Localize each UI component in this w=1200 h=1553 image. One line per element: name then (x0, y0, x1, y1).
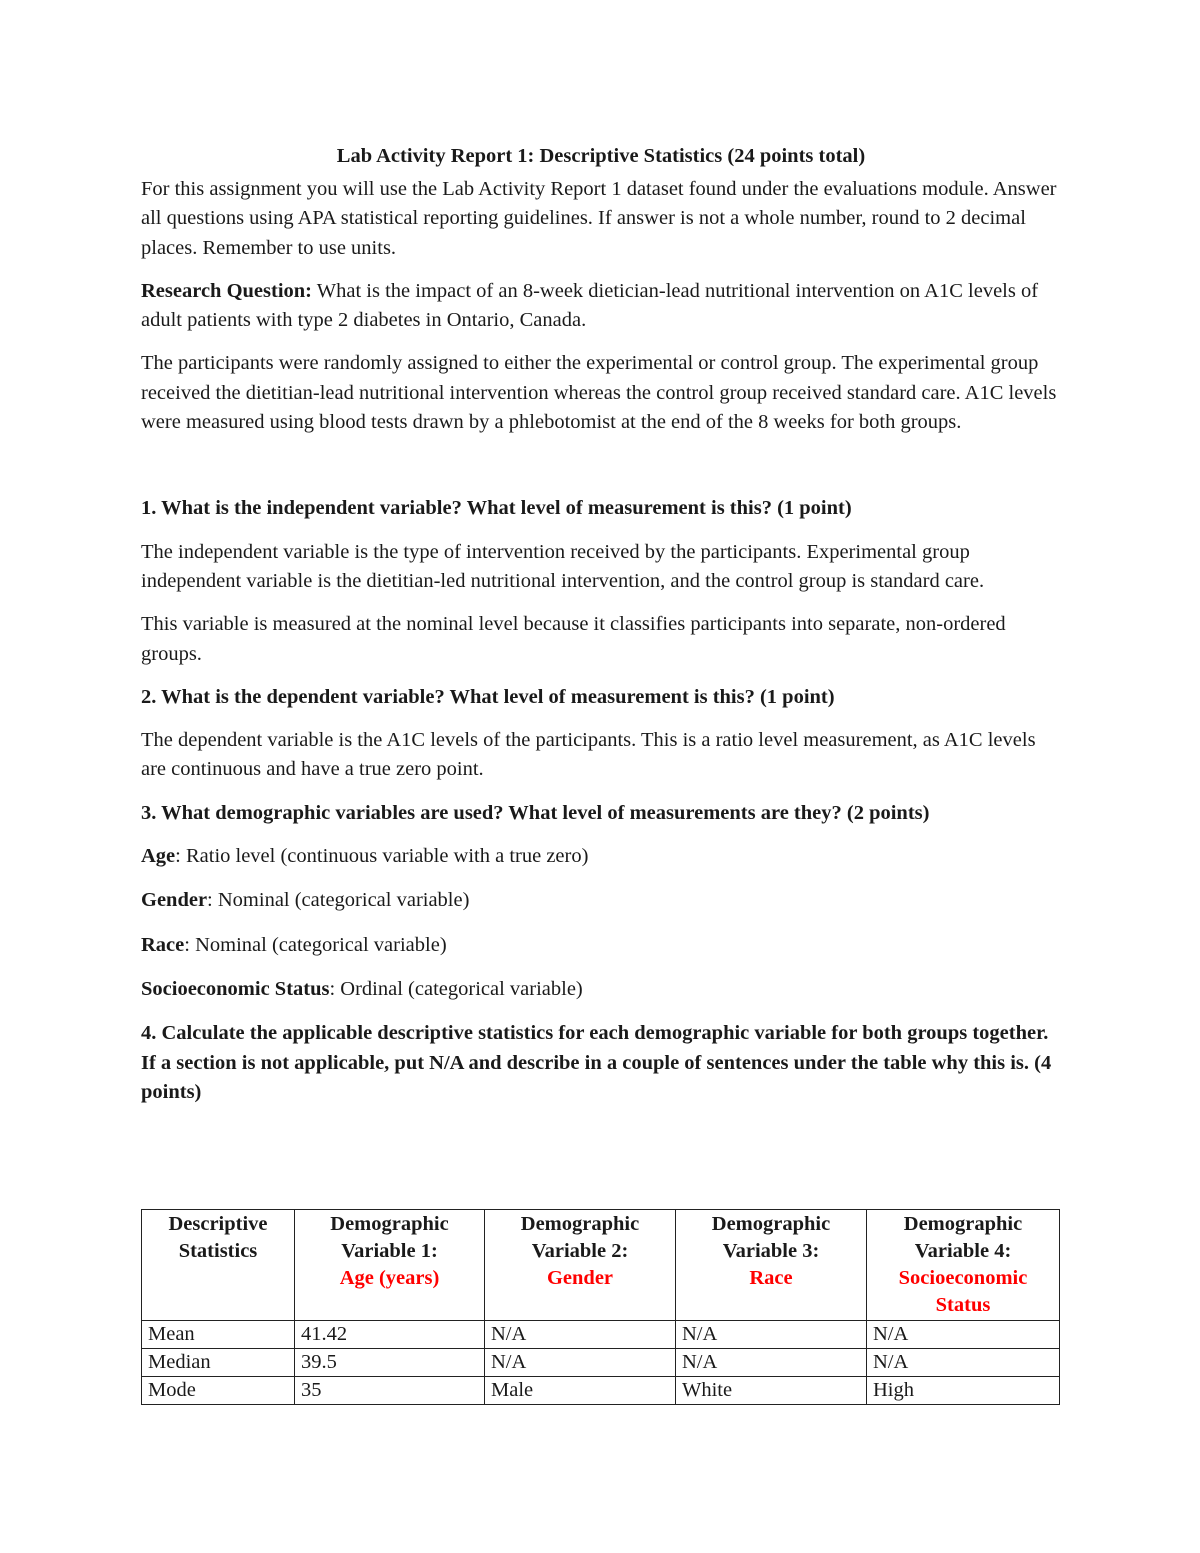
row-label-median: Median (142, 1349, 295, 1377)
question-2-answer-1: The dependent variable is the A1C levels of the participants. This is a ratio level measurement, as A1C levels are continuous and have a true zero point. (141, 729, 1036, 781)
definition-race (141, 931, 1061, 960)
question-2-heading: 2. What is the dependent variable? What level of measurement is this? (1 point) (141, 685, 835, 708)
definition-text: : Nominal (categorical variable) (184, 933, 447, 956)
question-3-heading: 3. What demographic variables are used? What level of measurements are they? (2 points) (141, 801, 930, 824)
variable-name-race: Race (749, 1267, 793, 1289)
table-row (142, 1377, 1060, 1405)
table-cell: N/A (485, 1349, 676, 1377)
question-4-heading: 4. Calculate the applicable descriptive statistics for each demographic variable for both groups together. If a section is not applicable, put N/A and describe in a couple of sentences under the table why this is. (4 points) (141, 1022, 1052, 1103)
definition-term: Age (141, 845, 176, 868)
table-cell: Male (485, 1377, 676, 1405)
table-cell: N/A (676, 1321, 867, 1349)
research-question-paragraph (141, 277, 1061, 336)
document-page (141, 142, 1061, 1121)
document-title: Lab Activity Report 1: Descriptive Statistics (24 points total) (336, 145, 866, 167)
table-cell: 35 (295, 1377, 485, 1405)
question-1-answer-2: This variable is measured at the nominal level because it classifies participants into separate, non-ordered groups. (141, 613, 1006, 665)
header-variable-3: Demographic Variable 3: Race (676, 1210, 867, 1321)
header-variable-2: Demographic Variable 2: Gender (485, 1210, 676, 1321)
research-question-text: What is the impact of an 8-week dietician-lead nutritional intervention on A1C levels of adult patients with type 2 diabetes in Ontario, Canada. (141, 279, 1039, 332)
intro-paragraph: For this assignment you will use the Lab Activity Report 1 dataset found under the evaluations module. Answer all questions using APA statistical reporting guidelines. If answer is not a whole number, round to 2 decimal places. Remember to use units. (141, 178, 1057, 259)
definition-term: Race (141, 933, 185, 956)
participants-paragraph: The participants were randomly assigned to either the experimental or control group. The experimental group received the dietitian-lead nutritional intervention whereas the control group received standard care. A1C levels were measured using blood tests drawn by a phlebotomist at the end of the 8 weeks for both groups. (141, 352, 1057, 434)
definition-term: Gender (141, 889, 208, 912)
definition-age (141, 842, 1061, 871)
descriptive-statistics-table (141, 1209, 1060, 1405)
definition-text: : Nominal (categorical variable) (207, 889, 470, 912)
table-cell: N/A (867, 1349, 1060, 1377)
question-1-heading: 1. What is the independent variable? What level of measurement is this? (1 point) (141, 497, 852, 520)
header-variable-4: Demographic Variable 4: Socioeconomic Status (867, 1210, 1060, 1321)
definition-text: : Ratio level (continuous variable with a true zero) (175, 845, 589, 868)
table-cell: High (867, 1377, 1060, 1405)
research-question-label: Research Question: (141, 279, 313, 302)
variable-name-gender: Gender (546, 1267, 614, 1289)
question-1-answer-1: The independent variable is the type of intervention received by the participants. Experimental group independent variable is the dietitian-led nutritional intervention, and the control group is standard care. (141, 540, 985, 592)
table-cell: 41.42 (295, 1321, 485, 1349)
header-descriptive-statistics: Descriptive Statistics (142, 1210, 295, 1321)
variable-name-age: Age (years) (339, 1267, 440, 1289)
definition-gender (141, 886, 1061, 915)
table-row (142, 1321, 1060, 1349)
table-row (142, 1349, 1060, 1377)
definition-term: Socioeconomic Status (141, 977, 330, 1000)
variable-name-socioeconomic-status: Socioeconomic Status (898, 1267, 1028, 1316)
definition-text: : Ordinal (categorical variable) (329, 977, 583, 1000)
table-header-row (142, 1210, 1060, 1321)
table-cell: White (676, 1377, 867, 1405)
row-label-mean: Mean (142, 1321, 295, 1349)
table-cell: 39.5 (295, 1349, 485, 1377)
row-label-mode: Mode (142, 1377, 295, 1405)
table-cell: N/A (485, 1321, 676, 1349)
definition-socioeconomic-status (141, 975, 1061, 1004)
table-cell: N/A (676, 1349, 867, 1377)
section-spacer (141, 451, 1061, 494)
table-cell: N/A (867, 1321, 1060, 1349)
header-variable-1: Demographic Variable 1: Age (years) (295, 1210, 485, 1321)
